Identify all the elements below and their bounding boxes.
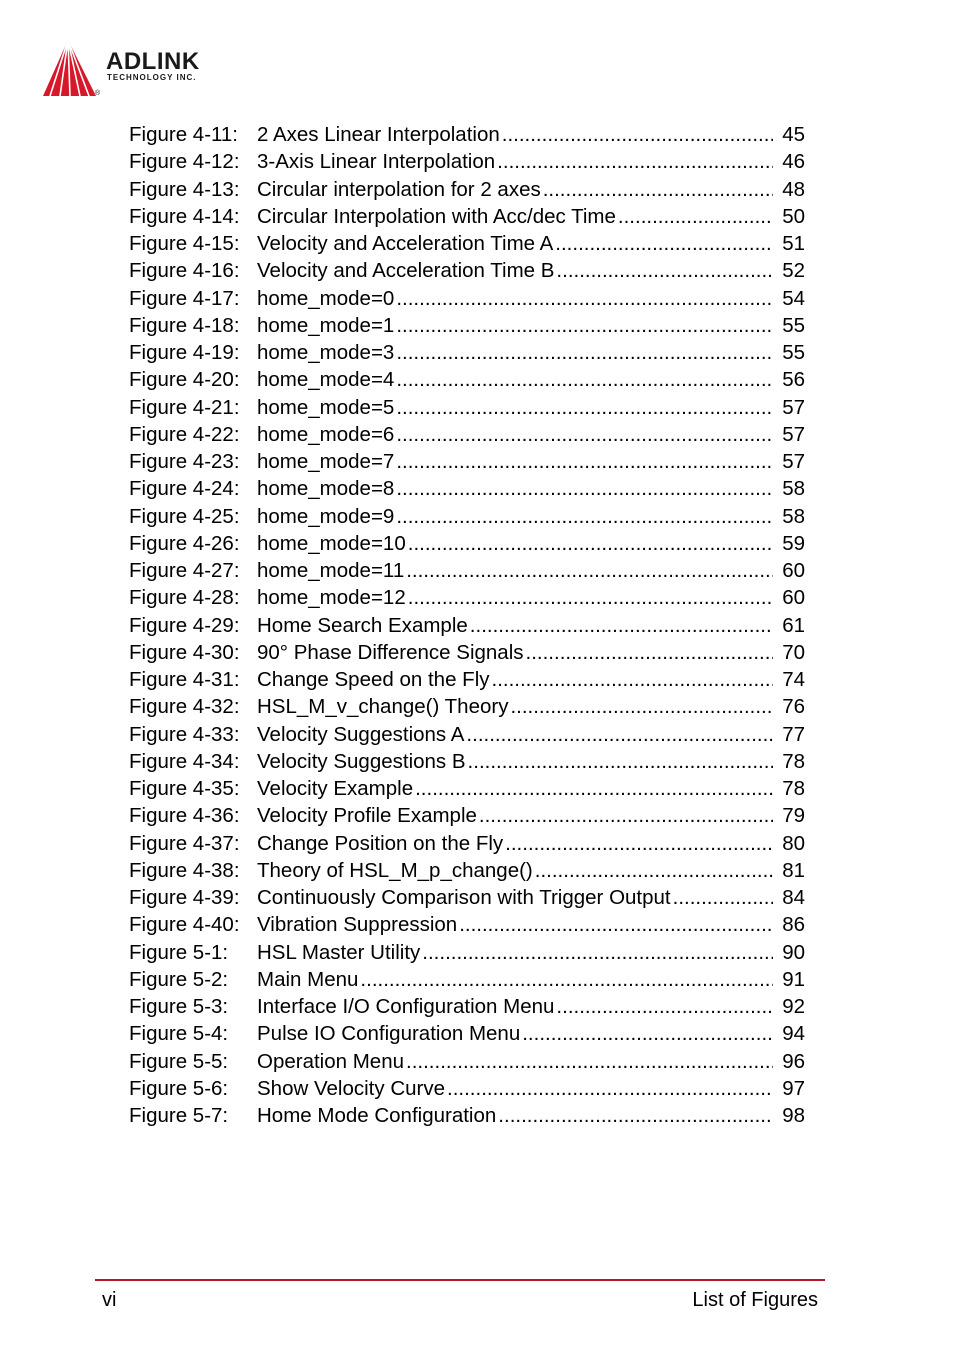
toc-entry[interactable] — [129, 1048, 805, 1075]
dot-leader — [408, 530, 773, 557]
figure-page-number: 58 — [782, 504, 805, 528]
figure-caption: home_mode=10 — [257, 531, 406, 555]
figure-caption: home_mode=3 — [257, 341, 395, 364]
figure-caption: Pulse IO Configuration Menu — [257, 1022, 521, 1046]
figure-caption: Change Speed on the Fly — [257, 668, 490, 691]
figure-number: Figure 4-31: — [129, 668, 240, 691]
figure-page-number: 58 — [782, 477, 805, 501]
dot-leader — [468, 748, 773, 775]
figure-caption: Velocity Suggestions A — [257, 722, 465, 746]
figure-caption: Operation Menu — [257, 1049, 405, 1073]
figure-page-number: 59 — [782, 531, 805, 555]
dot-leader — [396, 285, 773, 312]
dot-leader — [526, 639, 773, 666]
toc-entry[interactable] — [129, 966, 805, 993]
figure-caption: HSL Master Utility — [257, 940, 421, 964]
figure-caption: Theory of HSL_M_p_change() — [257, 858, 533, 882]
dot-leader — [406, 1048, 773, 1075]
dot-leader — [502, 121, 773, 148]
toc-entry[interactable] — [129, 1102, 805, 1129]
toc-entry[interactable] — [129, 721, 805, 748]
toc-entry[interactable] — [129, 993, 805, 1020]
figure-page-number: 91 — [782, 967, 805, 991]
toc-entry[interactable] — [129, 530, 805, 557]
figure-number: Figure 4-21: — [129, 395, 240, 419]
toc-entry[interactable] — [129, 339, 805, 366]
figure-page-number: 57 — [782, 395, 805, 419]
dot-leader — [447, 1075, 773, 1102]
figure-caption: Velocity and Acceleration Time A — [257, 232, 554, 255]
toc-entry[interactable] — [129, 366, 805, 393]
toc-entry[interactable] — [129, 203, 805, 230]
brand-name: ADLINK — [106, 48, 200, 75]
dot-leader — [396, 475, 773, 502]
dot-leader — [470, 612, 773, 639]
figure-page-number: 46 — [782, 150, 805, 174]
section-title: List of Figures — [692, 1289, 818, 1311]
figure-number: Figure 5-7: — [129, 1104, 229, 1127]
figure-page-number: 76 — [782, 695, 805, 719]
figure-page-number: 80 — [782, 831, 805, 855]
toc-entry[interactable] — [129, 666, 805, 693]
adlink-logo — [40, 38, 240, 100]
figure-number: Figure 5-3: — [129, 995, 229, 1018]
figure-number: Figure 5-5: — [129, 1049, 229, 1073]
dot-leader — [466, 721, 773, 748]
toc-entry[interactable] — [129, 857, 805, 884]
toc-entry[interactable] — [129, 557, 805, 584]
figure-number: Figure 4-35: — [129, 777, 240, 800]
toc-entry[interactable] — [129, 748, 805, 775]
toc-entry[interactable] — [129, 639, 805, 666]
figure-number: Figure 4-19: — [129, 341, 240, 364]
dot-leader — [498, 1102, 773, 1129]
footer-divider — [95, 1279, 825, 1281]
toc-entry[interactable] — [129, 1075, 805, 1102]
toc-entry[interactable] — [129, 121, 805, 148]
figure-caption: home_mode=5 — [257, 395, 395, 419]
figure-caption: home_mode=1 — [257, 313, 395, 337]
figure-caption: home_mode=9 — [257, 504, 395, 528]
list-of-figures — [129, 121, 805, 1129]
figure-number: Figure 4-13: — [129, 177, 240, 201]
figure-caption: Continuously Comparison with Trigger Output — [257, 886, 671, 909]
toc-entry[interactable] — [129, 475, 805, 502]
figure-page-number: 70 — [782, 640, 805, 664]
figure-number: Figure 4-37: — [129, 831, 240, 855]
figure-caption: Velocity Suggestions B — [257, 749, 466, 773]
figure-number: Figure 4-18: — [129, 313, 240, 337]
dot-leader — [492, 666, 774, 693]
figure-page-number: 56 — [782, 368, 805, 392]
figure-page-number: 78 — [782, 749, 805, 773]
figure-number: Figure 5-6: — [129, 1076, 229, 1100]
toc-entry[interactable] — [129, 230, 805, 257]
figure-number: Figure 4-26: — [129, 531, 240, 555]
dot-leader — [505, 830, 773, 857]
toc-entry[interactable] — [129, 148, 805, 175]
figure-number: Figure 4-15: — [129, 232, 240, 255]
toc-entry[interactable] — [129, 257, 805, 284]
figure-caption: home_mode=0 — [257, 286, 395, 310]
figure-number: Figure 4-17: — [129, 286, 240, 310]
dot-leader — [406, 557, 773, 584]
pyramid-logo-icon — [40, 38, 102, 100]
figure-caption: Show Velocity Curve — [257, 1076, 446, 1100]
dot-leader — [415, 775, 773, 802]
figure-number: Figure 4-20: — [129, 368, 240, 392]
figure-caption: HSL_M_v_change() Theory — [257, 695, 509, 719]
figure-caption: home_mode=6 — [257, 422, 395, 446]
figure-page-number: 79 — [782, 804, 805, 828]
dot-leader — [396, 503, 773, 530]
figure-number: Figure 4-34: — [129, 749, 240, 773]
figure-page-number: 55 — [782, 341, 805, 364]
figure-page-number: 51 — [782, 232, 805, 255]
figure-page-number: 94 — [782, 1022, 805, 1046]
figure-page-number: 96 — [782, 1049, 805, 1073]
figure-page-number: 52 — [782, 259, 805, 283]
dot-leader — [396, 339, 773, 366]
dot-leader — [510, 693, 773, 720]
figure-caption: Main Menu — [257, 967, 359, 991]
figure-number: Figure 5-1: — [129, 940, 229, 964]
figure-page-number: 60 — [782, 559, 805, 582]
dot-leader — [396, 366, 773, 393]
figure-number: Figure 4-38: — [129, 858, 240, 882]
dot-leader — [396, 448, 773, 475]
toc-entry[interactable] — [129, 939, 805, 966]
dot-leader — [396, 394, 773, 421]
figure-page-number: 90 — [782, 940, 805, 964]
figure-page-number: 57 — [782, 422, 805, 446]
figure-number: Figure 4-12: — [129, 150, 240, 174]
figure-number: Figure 4-14: — [129, 204, 240, 228]
figure-caption: Velocity Example — [257, 777, 414, 800]
dot-leader — [360, 966, 773, 993]
figure-page-number: 48 — [782, 177, 805, 201]
toc-entry[interactable] — [129, 775, 805, 802]
registered-mark: ® — [95, 90, 101, 97]
figure-number: Figure 4-11: — [129, 123, 239, 146]
figure-page-number: 54 — [782, 286, 805, 310]
figure-number: Figure 4-27: — [129, 559, 240, 582]
figure-number: Figure 4-16: — [129, 259, 240, 283]
toc-entry[interactable] — [129, 448, 805, 475]
page-number: vi — [102, 1289, 117, 1311]
figure-page-number: 78 — [782, 777, 805, 800]
toc-entry[interactable] — [129, 1020, 805, 1047]
dot-leader — [535, 857, 773, 884]
figure-number: Figure 5-2: — [129, 967, 229, 991]
figure-caption: Velocity Profile Example — [257, 804, 477, 828]
figure-number: Figure 4-28: — [129, 586, 240, 610]
figure-page-number: 45 — [782, 123, 805, 146]
dot-leader — [497, 148, 773, 175]
figure-number: Figure 4-36: — [129, 804, 240, 828]
dot-leader — [522, 1020, 773, 1047]
dot-leader — [479, 802, 773, 829]
figure-caption: Interface I/O Configuration Menu — [257, 995, 555, 1018]
dot-leader — [422, 939, 773, 966]
figure-page-number: 81 — [782, 858, 805, 882]
figure-number: Figure 4-40: — [129, 913, 240, 937]
figure-caption: 90° Phase Difference Signals — [257, 640, 524, 664]
brand-subtitle: TECHNOLOGY INC. — [107, 73, 197, 82]
dot-leader — [543, 176, 773, 203]
dot-leader — [673, 884, 773, 911]
figure-caption: 3-Axis Linear Interpolation — [257, 150, 496, 174]
figure-page-number: 74 — [782, 668, 805, 691]
figure-caption: Velocity and Acceleration Time B — [257, 259, 555, 283]
figure-caption: home_mode=12 — [257, 586, 406, 610]
figure-number: Figure 4-22: — [129, 422, 240, 446]
figure-page-number: 97 — [782, 1076, 805, 1100]
figure-number: Figure 4-23: — [129, 450, 240, 473]
toc-entry[interactable] — [129, 503, 805, 530]
figure-page-number: 60 — [782, 586, 805, 610]
dot-leader — [555, 230, 773, 257]
toc-entry[interactable] — [129, 312, 805, 339]
figure-page-number: 57 — [782, 450, 805, 473]
figure-page-number: 86 — [782, 913, 805, 937]
dot-leader — [618, 203, 773, 230]
dot-leader — [556, 257, 773, 284]
figure-caption: home_mode=4 — [257, 368, 395, 392]
toc-entry[interactable] — [129, 176, 805, 203]
figure-caption: Circular Interpolation with Acc/dec Time — [257, 204, 616, 228]
figure-number: Figure 4-25: — [129, 504, 240, 528]
figure-number: Figure 4-29: — [129, 613, 240, 637]
toc-entry[interactable] — [129, 884, 805, 911]
figure-number: Figure 4-30: — [129, 640, 240, 664]
figure-page-number: 61 — [782, 613, 805, 637]
toc-entry[interactable] — [129, 394, 805, 421]
figure-page-number: 50 — [782, 204, 805, 228]
figure-number: Figure 4-24: — [129, 477, 240, 501]
dot-leader — [408, 584, 773, 611]
figure-page-number: 98 — [782, 1104, 805, 1127]
figure-caption: home_mode=7 — [257, 450, 395, 473]
figure-page-number: 92 — [782, 995, 805, 1018]
figure-caption: home_mode=8 — [257, 477, 395, 501]
figure-number: Figure 4-33: — [129, 722, 240, 746]
toc-entry[interactable] — [129, 584, 805, 611]
figure-caption: Vibration Suppression — [257, 913, 458, 937]
figure-caption: Circular interpolation for 2 axes — [257, 177, 541, 201]
toc-entry[interactable] — [129, 911, 805, 938]
toc-entry[interactable] — [129, 830, 805, 857]
figure-number: Figure 4-39: — [129, 886, 240, 909]
dot-leader — [396, 312, 773, 339]
dot-leader — [396, 421, 773, 448]
dot-leader — [556, 993, 773, 1020]
figure-page-number: 77 — [782, 722, 805, 746]
dot-leader — [459, 911, 773, 938]
figure-caption: Home Search Example — [257, 613, 468, 637]
figure-caption: Home Mode Configuration — [257, 1104, 497, 1127]
toc-entry[interactable] — [129, 802, 805, 829]
toc-entry[interactable] — [129, 285, 805, 312]
toc-entry[interactable] — [129, 693, 805, 720]
figure-caption: home_mode=11 — [257, 559, 405, 582]
figure-number: Figure 4-32: — [129, 695, 240, 719]
figure-number: Figure 5-4: — [129, 1022, 229, 1046]
figure-page-number: 84 — [782, 886, 805, 909]
toc-entry[interactable] — [129, 421, 805, 448]
toc-entry[interactable] — [129, 612, 805, 639]
figure-caption: Change Position on the Fly — [257, 831, 504, 855]
figure-page-number: 55 — [782, 313, 805, 337]
figure-caption: 2 Axes Linear Interpolation — [257, 123, 500, 146]
